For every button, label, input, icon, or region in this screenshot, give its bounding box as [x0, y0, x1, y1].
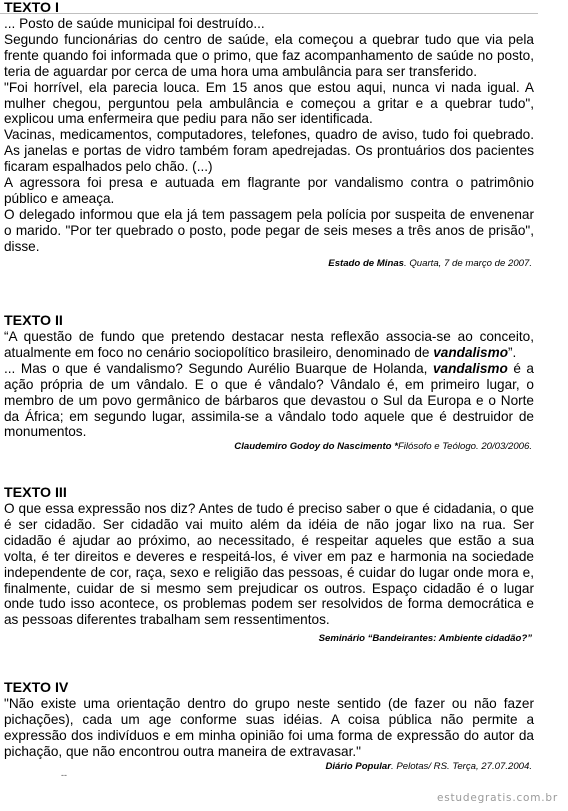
text-run: “A questão de fundo que pretendo destacar nesta reflexão associa-se ao conceito, atualmente em foco no cenário sociopolítico brasileiro, denominado de [4, 329, 534, 360]
texto-1-body [4, 16, 534, 255]
emphasized-term: vandalismo [432, 360, 508, 376]
texto-3-paragraph: O que essa expressão nos diz? Antes de tudo é preciso saber o que é cidadania, o que é ser cidadão. Ser cidadão vai muito além da idéia de não jogar lixo na rua. Ser cidadão é ajudar ao próximo, ao necessitado, é respeitar aqueles que estão a sua volta, é ter direitos e deveres e respeitá-los, é viver em paz e harmonia na sociedade independente de cor, raça, sexo e religião das pessoas, é cuidar do lugar onde mora e, finalmente, cuidar de si mesmo sem prejudicar os outros. Espaço cidadão é o lugar onde tudo isso acontece, os problemas podem ser resolvidos de forma democrática e as pessoas diferentes trabalham sem ressentimentos. [4, 501, 534, 628]
watermark: estudegratis.com.br [436, 792, 558, 804]
source-name: Claudemiro Godoy do Nascimento * [234, 441, 398, 453]
text-run: ... Mas o que é vandalismo? Segundo Aurélio Buarque de Holanda, [4, 360, 433, 376]
texto-1-source [4, 258, 534, 270]
texto-4-paragraph: "Não existe uma orientação dentro do grupo neste sentido (de fazer ou não fazer pichações), cada um age conforme suas idéias. A coisa pública não permite a expressão dos indivíduos e em minha opinião foi uma forma de expressão do autor da pichação, que não encontrou outra maneira de extravasar." [4, 696, 534, 759]
texto-1-paragraph: Segundo funcionárias do centro de saúde, ela começou a quebrar tudo que via pela frente quando foi informada que o primo, que faz acompanhamento de saúde no posto, teria de aguardar por cerca de uma hora uma ambulância para ser transferido. [4, 31, 534, 79]
texto-2-paragraph [4, 329, 534, 361]
source-details: Filósofo e Teólogo. 20/03/2006. [397, 441, 532, 453]
texto-3-source: Seminário “Bandeirantes: Ambiente cidadão?” [318, 633, 532, 645]
stray-dash: -- [61, 770, 67, 780]
texto-3-title: TEXTO III [4, 485, 67, 501]
texto-1-paragraph: O delegado informou que ela já tem passagem pela polícia por suspeita de envenenar o marido. "Por ter quebrado o posto, pode pegar de seis meses a três anos de prisão", disse. [4, 206, 534, 254]
texto-4-title: TEXTO IV [4, 680, 69, 696]
texto-2-title: TEXTO II [4, 313, 63, 329]
texto-1-paragraph: ... Posto de saúde municipal foi destruído... [4, 16, 265, 31]
texto-2 [4, 313, 534, 453]
texto-1-paragraph: "Foi horrível, ela parecia louca. Em 15 anos que estou aqui, nunca vi nada igual. A mulher chegou, perguntou pela ambulância e começou a gritar e a quebrar tudo", explicou uma enfermeira que pediu para não ser identificada. [4, 79, 534, 127]
text-run: é a ação própria de um vândalo. E o que é vândalo? Vândalo é, em primeiro lugar, o membro de um povo germânico de bárbaros que devastou o Sul da Europa e o Norte da África; em segundo lugar, assimila-se a vândalo todo aquele que é destruidor de monumentos. [4, 360, 534, 440]
texto-4-source [4, 761, 534, 773]
texto-1-paragraph: A agressora foi presa e autuada em flagrante por vandalismo contra o patrimônio público e ameaça. [4, 175, 534, 206]
source-name: Diário Popular [325, 760, 392, 772]
source-details: . Pelotas/ RS. Terça, 27.07.2004. [391, 760, 532, 772]
texto-1-title: TEXTO I [4, 0, 59, 16]
texto-1 [4, 0, 534, 270]
source-details: . Quarta, 7 de março de 2007. [404, 257, 532, 269]
texto-2-paragraph [4, 361, 534, 441]
texto-2-body [4, 329, 534, 440]
texto-2-source [4, 441, 534, 453]
emphasized-term: vandalismo [433, 344, 509, 360]
texto-1-paragraph: Vacinas, medicamentos, computadores, telefones, quadro de aviso, tudo foi quebrado. As janelas e portas de vidro também foram apedrejadas. Os prontuários dos pacientes ficaram espalhados pelo chão. (...) [4, 127, 534, 175]
source-name: Estado de Minas [328, 257, 404, 269]
texto-4-body [4, 696, 534, 760]
texto-3 [4, 485, 534, 645]
texto-4 [4, 680, 534, 773]
texto-3-body [4, 501, 534, 628]
text-run: ”. [508, 344, 517, 360]
